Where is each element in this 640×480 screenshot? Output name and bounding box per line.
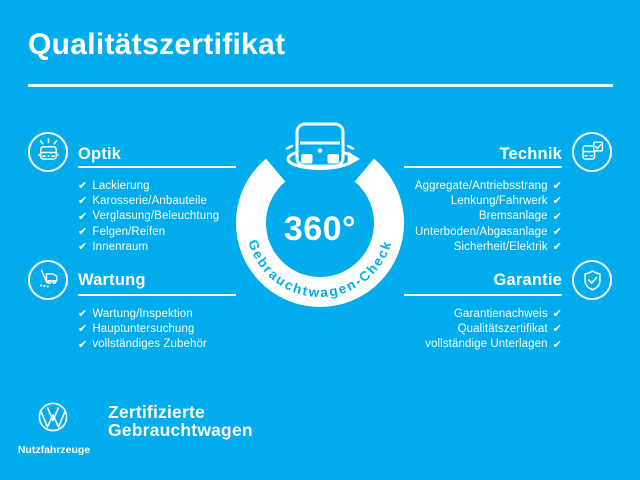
check-icon: ✔ <box>552 337 562 351</box>
checklist-item <box>78 193 219 208</box>
section-divider-technik <box>404 166 562 168</box>
item-label: Verglasung/Beleuchtung <box>92 210 220 223</box>
page-title: Qualitätszertifikat <box>28 28 286 61</box>
degree-label: 360° <box>283 210 357 248</box>
shield-check-icon <box>576 264 609 297</box>
checklist-item <box>78 178 219 193</box>
item-label: Bremsanlage <box>478 210 548 223</box>
item-label: Lackierung <box>92 179 150 192</box>
item-label: Innenraum <box>92 240 149 253</box>
technik-icon-badge <box>572 132 612 172</box>
section-divider-optik <box>78 166 236 168</box>
check-icon: ✔ <box>78 337 88 351</box>
brand-line-1: Zertifizierte <box>108 402 205 422</box>
car-rotation-icon <box>287 124 360 166</box>
checklist-item <box>362 337 562 352</box>
wartung-icon-badge <box>28 260 68 300</box>
section-title-optik: Optik <box>78 145 122 163</box>
item-label: Lenkung/Fahrwerk <box>450 194 548 207</box>
brand-name <box>108 404 253 439</box>
check-icon: ✔ <box>552 307 562 321</box>
360-check-badge <box>220 98 420 315</box>
section-divider-wartung <box>78 294 236 296</box>
rotation-arrowhead <box>348 152 361 167</box>
checklist-optik <box>78 178 219 254</box>
checklist-item <box>78 337 207 352</box>
item-label: Wartung/Inspektion <box>92 307 193 320</box>
item-label: Unterboden/Abgasanlage <box>415 225 548 238</box>
item-label: Sicherheit/Elektrik <box>453 240 548 253</box>
check-icon: ✔ <box>552 225 562 239</box>
check-icon: ✔ <box>78 209 88 223</box>
check-icon: ✔ <box>552 179 562 193</box>
section-title-wartung: Wartung <box>78 271 146 289</box>
item-label: Qualitätszertifikat <box>457 322 548 335</box>
check-icon: ✔ <box>78 179 88 193</box>
checklist-item <box>78 321 207 336</box>
item-label: vollständiges Zubehör <box>92 338 207 351</box>
checklist-item <box>78 209 219 224</box>
checklist-item <box>78 224 219 239</box>
item-label: Felgen/Reifen <box>92 225 166 238</box>
checklist-item <box>362 321 562 336</box>
item-label: Karosserie/Anbauteile <box>92 194 207 207</box>
vw-logo-icon <box>37 401 69 433</box>
optik-icon-badge <box>28 132 68 172</box>
check-icon: ✔ <box>552 322 562 336</box>
checklist-item <box>78 239 219 254</box>
car-shine-icon <box>32 136 65 169</box>
garantie-icon-badge <box>572 260 612 300</box>
section-title-garantie: Garantie <box>493 271 562 289</box>
check-icon: ✔ <box>552 194 562 208</box>
section-title-technik: Technik <box>499 145 562 163</box>
check-icon: ✔ <box>78 194 88 208</box>
check-icon: ✔ <box>78 307 88 321</box>
item-label: Hauptuntersuchung <box>92 322 195 335</box>
logo-caption: Nutzfahrzeuge <box>17 444 91 456</box>
service-checklist-icon <box>32 264 65 297</box>
check-icon: ✔ <box>78 322 88 336</box>
check-icon: ✔ <box>552 240 562 254</box>
brand-line-2: Gebrauchtwagen <box>108 419 253 440</box>
car-checklist-icon <box>576 136 609 169</box>
ring-label: Gebrauchtwagen-Check <box>245 237 395 301</box>
item-label: Garantienachweis <box>454 307 548 320</box>
title-divider <box>28 84 613 87</box>
checklist-item <box>78 306 207 321</box>
check-icon: ✔ <box>552 209 562 223</box>
checklist-wartung <box>78 306 207 352</box>
item-label: vollständige Unterlagen <box>425 338 548 351</box>
section-divider-garantie <box>404 294 562 296</box>
check-icon: ✔ <box>78 240 88 254</box>
check-icon: ✔ <box>78 225 88 239</box>
item-label: Aggregate/Antriebsstrang <box>414 179 548 192</box>
